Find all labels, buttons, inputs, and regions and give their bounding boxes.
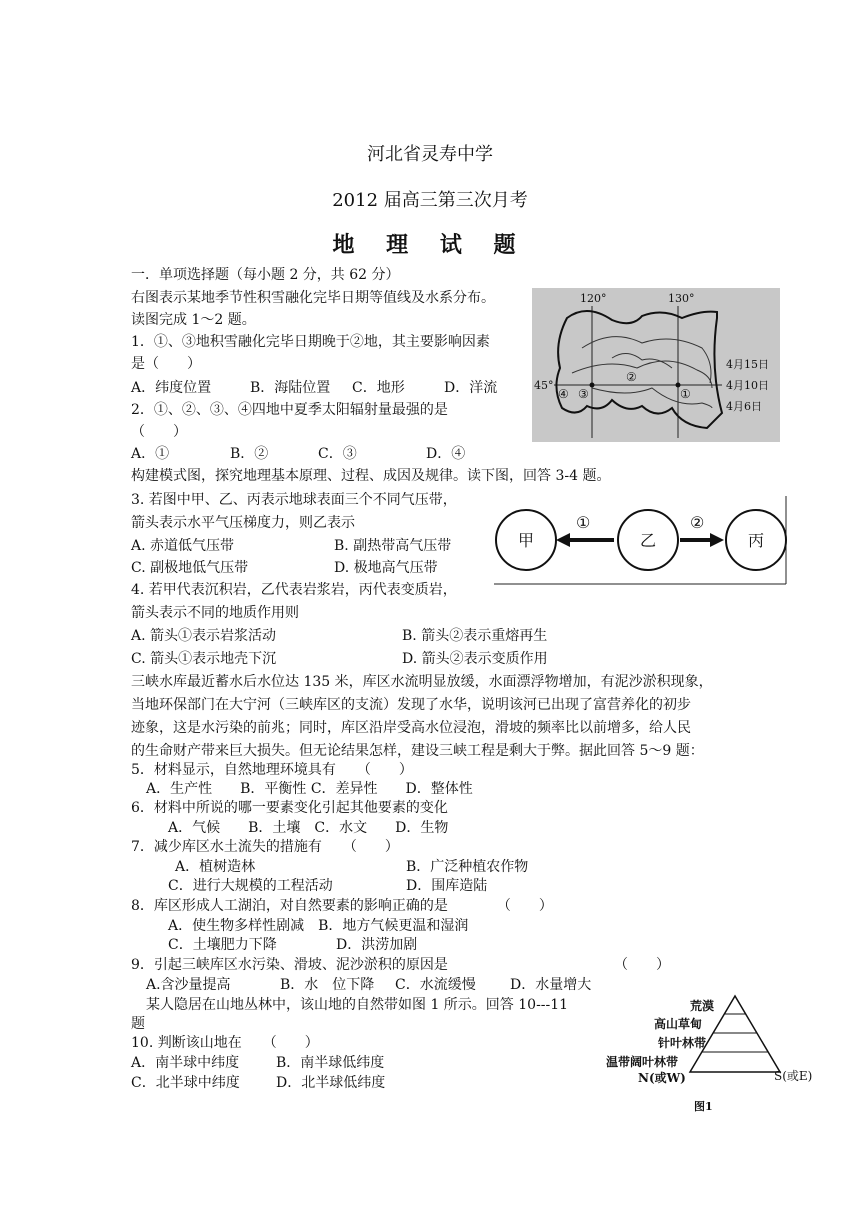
q9-option-a: A.含沙量提高 <box>146 977 231 993</box>
q2-option-c: C．③ <box>318 446 357 462</box>
label-arrow-1: ① <box>576 513 591 532</box>
q1-option-c: C．地形 <box>352 380 405 396</box>
q9-option-c: C．水流缓慢 <box>395 977 476 993</box>
q2-option-b: B．② <box>230 446 269 462</box>
q8-option-ab: A．使生物多样性剧减 B．地方气候更温和湿润 <box>168 918 469 934</box>
passage-line4: 的生命财产带来巨大损失。但无论结果怎样，建设三峡工程是剩大于弊。据此回答 5～9 题： <box>131 743 704 759</box>
figure-caption: 图1 <box>694 1100 713 1113</box>
q2-option-a: A．① <box>131 446 170 462</box>
label-jia: 甲 <box>518 531 535 550</box>
snowmelt-isoline-map <box>532 288 780 442</box>
point-dot <box>590 383 595 388</box>
q10-option-d: D．北半球低纬度 <box>276 1075 386 1091</box>
map-label-iso1: 4月15日 <box>726 358 769 371</box>
q2-stem-line2: （ ） <box>131 424 187 440</box>
label-south-east: S(或E) <box>774 1069 813 1083</box>
q7-stem: 7．减少库区水土流失的措施有 （ ） <box>131 839 399 855</box>
three-circle-diagram <box>494 496 788 586</box>
q6-options: A．气候 B．土壤 C．水文 D．生物 <box>168 820 449 836</box>
q1-stem-line1: 1．①、③地积雪融化完毕日期晚于②地，其主要影响因素 <box>131 334 490 350</box>
q3-stem-line1: 3. 若图中甲、乙、丙表示地球表面三个不同气压带， <box>131 492 457 508</box>
q1-stem-line2: 是（ ） <box>131 356 201 372</box>
q3-option-b: B. 副热带高气压带 <box>334 538 452 554</box>
q9-option-b: B．水 位下降 <box>280 977 375 993</box>
intro3-line1: 某人隐居在山地丛林中，该山地的自然带如图 1 所示。回答 10---11 <box>146 997 569 1013</box>
q1-option-d: D．洋流 <box>444 380 498 396</box>
q7-option-b: B．广泛种植农作物 <box>406 859 529 875</box>
passage-line1: 三峡水库最近蓄水后水位达 135 米，库区水流明显放缓，水面漂浮物增加，有泥沙淤积现象， <box>131 674 713 690</box>
map-label-lon1: 120° <box>580 292 607 305</box>
zone-coniferous: 针叶林带 <box>658 1036 707 1050</box>
subject-title: 地 理 试 题 <box>332 233 528 258</box>
intro2: 构建模式图，探究地理基本原理、过程、成因及规律。读下图，回答 3-4 题。 <box>131 468 611 484</box>
label-arrow-2: ② <box>690 513 705 532</box>
q6-stem: 6．材料中所说的哪一要素变化引起其他要素的变化 <box>131 800 448 816</box>
q4-option-a: A. 箭头①表示岩浆活动 <box>131 628 277 644</box>
school-name: 河北省灵寿中学 <box>367 144 493 165</box>
q10-option-c: C．北半球中纬度 <box>131 1075 240 1091</box>
q4-option-c: C. 箭头①表示地壳下沉 <box>131 651 277 667</box>
q5-options: A．生产性 B．平衡性 C．差异性 D．整体性 <box>146 781 473 797</box>
intro1-line1: 右图表示某地季节性积雪融化完毕日期等值线及水系分布。 <box>131 290 495 306</box>
q3-option-c: C. 副极地低气压带 <box>131 560 249 576</box>
q8-option-d: D．洪涝加剧 <box>336 937 418 953</box>
q1-option-a: A．纬度位置 <box>131 380 212 396</box>
passage-line3: 迹象，这是水污染的前兆；同时，库区沿岸受高水位浸泡，滑坡的频率比以前增多，给人民 <box>131 720 691 736</box>
q4-stem-line1: 4. 若甲代表沉积岩，乙代表岩浆岩，丙代表变质岩， <box>131 582 457 598</box>
q3-stem-line2: 箭头表示水平气压梯度力，则乙表示 <box>131 515 355 531</box>
q5-stem: 5．材料显示，自然地理环境具有 （ ） <box>131 762 413 778</box>
q9-stem: 9．引起三峡库区水污染、滑坡、泥沙淤积的原因是 <box>131 957 448 973</box>
q9-option-d: D．水量增大 <box>510 977 592 993</box>
map-point-3: ③ <box>578 387 589 401</box>
label-north-west: N(或W) <box>638 1071 686 1085</box>
map-point-1: ① <box>680 387 691 401</box>
q2-stem-line1: 2．①、②、③、④四地中夏季太阳辐射量最强的是 <box>131 402 448 418</box>
passage-line2: 当地环保部门在大宁河（三峡库区的支流）发现了水华，说明该河已出现了富营养化的初步 <box>131 697 691 713</box>
q7-option-a: A．植树造林 <box>175 859 256 875</box>
intro3-line2: 题 <box>131 1016 145 1032</box>
q8-stem: 8．库区形成人工湖泊，对自然要素的影响正确的是 （ ） <box>131 898 553 914</box>
map-label-iso2: 4月10日 <box>726 379 769 392</box>
q2-option-d: D．④ <box>426 446 466 462</box>
arrow-2-head <box>710 533 724 547</box>
label-bing: 丙 <box>748 531 765 550</box>
map-label-lon2: 130° <box>668 292 695 305</box>
map-label-lat: 45° <box>534 379 554 392</box>
q8-option-c: C．土壤肥力下降 <box>168 937 277 953</box>
exam-title: 2012 届高三第三次月考 <box>332 190 528 211</box>
q7-option-c: C．进行大规模的工程活动 <box>168 878 333 894</box>
intro1-line2: 读图完成 1～2 题。 <box>131 312 256 328</box>
zone-alpine-meadow: 高山草甸 <box>654 1017 703 1031</box>
map-label-iso3: 4月6日 <box>726 400 762 413</box>
map-point-2: ② <box>626 370 637 384</box>
q4-option-b: B. 箭头②表示重熔再生 <box>402 628 548 644</box>
zone-desert: 荒漠 <box>690 999 715 1013</box>
section-heading: 一．单项选择题（每小题 2 分，共 62 分） <box>131 267 400 283</box>
q3-option-a: A. 赤道低气压带 <box>131 538 235 554</box>
q9-paren: （ ） <box>614 957 670 973</box>
map-point-4: ④ <box>558 387 569 401</box>
q10-option-a: A．南半球中纬度 <box>131 1055 240 1071</box>
q10-stem: 10. 判断该山地在 （ ） <box>131 1035 319 1051</box>
q4-option-d: D. 箭头②表示变质作用 <box>402 651 548 667</box>
zone-broadleaf: 温带阔叶林带 <box>606 1055 679 1069</box>
q7-option-d: D．围库造陆 <box>406 878 488 894</box>
q1-option-b: B．海陆位置 <box>250 380 331 396</box>
q10-option-b: B．南半球低纬度 <box>276 1055 385 1071</box>
label-yi: 乙 <box>640 531 657 550</box>
mountain-zones-figure <box>600 990 830 1120</box>
q3-option-d: D. 极地高气压带 <box>334 560 438 576</box>
arrow-1-head <box>556 533 570 547</box>
q4-stem-line2: 箭头表示不同的地质作用则 <box>131 605 299 621</box>
